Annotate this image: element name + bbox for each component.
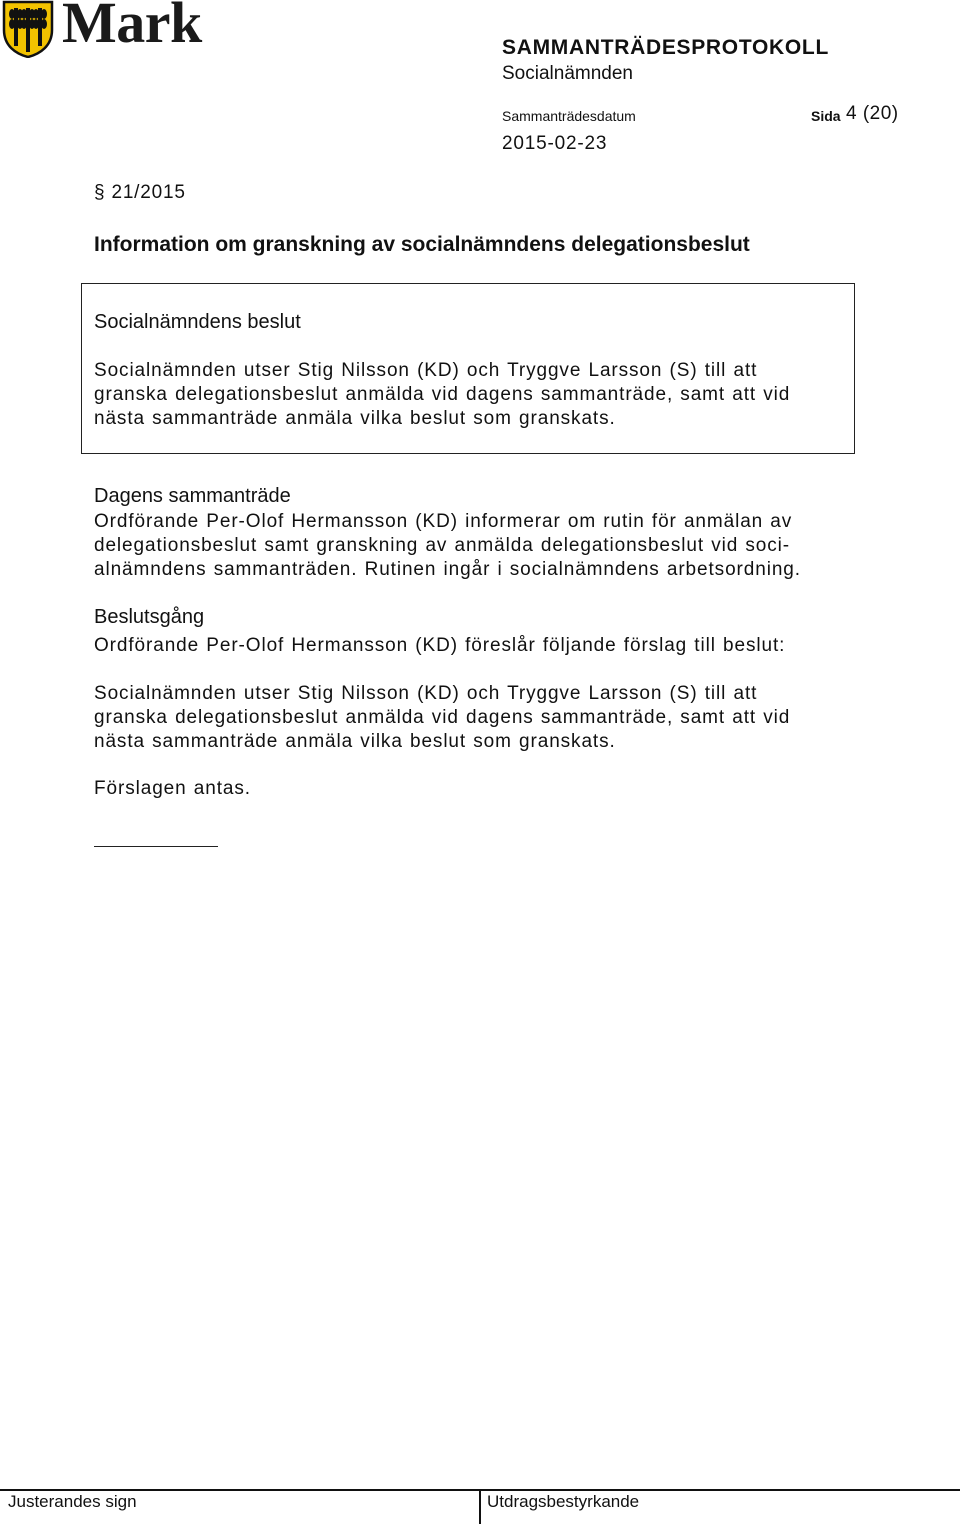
meeting-line: delegationsbeslut samt granskning av anmälda delegationsbeslut vid soci- xyxy=(94,535,791,556)
municipality-logo xyxy=(2,0,202,60)
justerandes-sign-label: Justerandes sign xyxy=(8,1492,137,1511)
meeting-text xyxy=(94,510,854,582)
meeting-date-label: Sammanträdesdatum xyxy=(502,108,636,124)
page-label: Sida xyxy=(811,108,841,124)
item-title: Information om granskning av socialnämndens delegationsbeslut xyxy=(94,233,750,256)
decision-line: nästa sammanträde anmäla vilka beslut som granskats. xyxy=(94,408,616,429)
document-type: SAMMANTRÄDESPROTOKOLL xyxy=(502,36,829,59)
committee-name: Socialnämnden xyxy=(502,63,633,84)
proposal-text xyxy=(94,682,854,754)
logo-wordmark: Mark xyxy=(62,0,202,55)
procedure-intro: Ordförande Per-Olof Hermansson (KD) föreslår följande förslag till beslut: xyxy=(94,635,786,656)
proposal-line: Socialnämnden utser Stig Nilsson (KD) och Tryggve Larsson (S) till att xyxy=(94,683,758,704)
decision-heading: Socialnämndens beslut xyxy=(94,311,301,333)
procedure-heading: Beslutsgång xyxy=(94,606,205,628)
proposal-line: granska delegationsbeslut anmälda vid dagens sammanträde, samt att vid xyxy=(94,707,791,728)
coat-of-arms-icon xyxy=(2,0,54,58)
meeting-line: Ordförande Per-Olof Hermansson (KD) informerar om rutin för anmälan av xyxy=(94,511,793,532)
meeting-line: alnämndens sammanträden. Rutinen ingår i socialnämndens arbetsordning. xyxy=(94,559,801,580)
page-number: 4 (20) xyxy=(846,103,899,124)
footer-divider xyxy=(479,1489,481,1524)
meeting-heading: Dagens sammanträde xyxy=(94,485,291,507)
outcome-text: Förslagen antas. xyxy=(94,778,251,799)
section-end-rule xyxy=(94,846,218,847)
decision-line: granska delegationsbeslut anmälda vid dagens sammanträde, samt att vid xyxy=(94,384,791,405)
paragraph-number: § 21/2015 xyxy=(94,182,186,203)
decision-text xyxy=(94,359,854,431)
utdragsbestyrkande-label: Utdragsbestyrkande xyxy=(487,1492,640,1511)
proposal-line: nästa sammanträde anmäla vilka beslut som granskats. xyxy=(94,731,616,752)
meeting-date: 2015-02-23 xyxy=(502,133,608,154)
decision-line: Socialnämnden utser Stig Nilsson (KD) och Tryggve Larsson (S) till att xyxy=(94,360,758,381)
